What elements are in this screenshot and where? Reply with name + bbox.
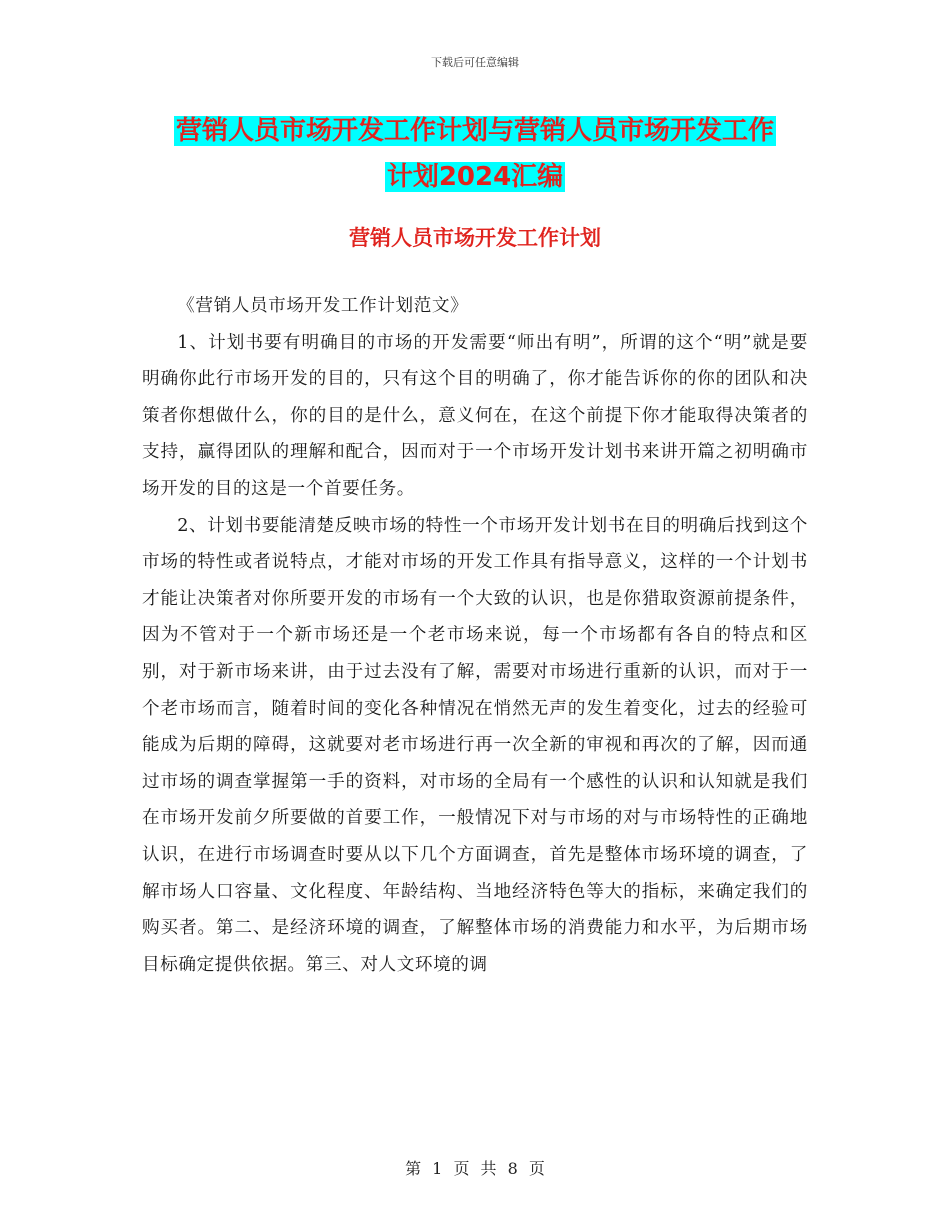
page-number-footer: 第 1 页 共 8 页 bbox=[405, 1159, 545, 1178]
section-title: 营销人员市场开发工作计划 bbox=[349, 226, 601, 250]
paragraph-item-2: 2、计划书要能清楚反映市场的特性一个市场开发计划书在目的明确后找到这个市场的特性或者说特点，才能对市场的开发工作具有指导意义，这样的一个计划书才能让决策者对你所要开发的市场有一个大致的认识，也是你猎取资源前提条件，因为不管对于一个新市场还是一个老市场来说，每一个市场都有各自的特点和区别，对于新市场来讲，由于过去没有了解，需要对市场进行重新的认识，而对于一个老市场而言，随着时间的变化各种情况在悄然无声的发生着变化，过去的经验可能成为后期的障碍，这就要对老市场进行再一次全新的审视和再次的了解，因而通过市场的调查掌握第一手的资料，对市场的全局有一个感性的认识和认知就是我们在市场开发前夕所要做的首要工作，一般情况下对与市场的对与市场特性的正确地认识，在进行市场调查时要从以下几个方面调查，首先是整体市场环境的调查，了解市场人口容量、文化程度、年龄结构、当地经济特色等大的指标，来确定我们的购买者。第二、是经济环境的调查，了解整体市场的消费能力和水平，为后期市场目标确定提供依据。第三、对人文环境的调 bbox=[142, 515, 808, 975]
document-title-line2: 计划2024汇编 bbox=[386, 162, 564, 192]
header-note: 下载后可任意编辑 bbox=[431, 56, 519, 69]
paragraph-source-title: 《营销人员市场开发工作计划范文》 bbox=[177, 296, 469, 316]
document-title bbox=[140, 108, 810, 200]
document-body bbox=[142, 288, 808, 983]
paragraph-item-1: 1、计划书要有明确目的市场的开发需要“师出有明”，所谓的这个“明”就是要明确你此行市场开发的目的，只有这个目的明确了，你才能告诉你的你的团队和决策者你想做什么，你的目的是什么，意义何在，在这个前提下你才能取得决策者的支持，赢得团队的理解和配合，因而对于一个市场开发计划书来讲开篇之初明确市场开发的目的这是一个首要任务。 bbox=[142, 332, 808, 499]
document-title-line1: 营销人员市场开发工作计划与营销人员市场开发工作 bbox=[175, 116, 774, 146]
